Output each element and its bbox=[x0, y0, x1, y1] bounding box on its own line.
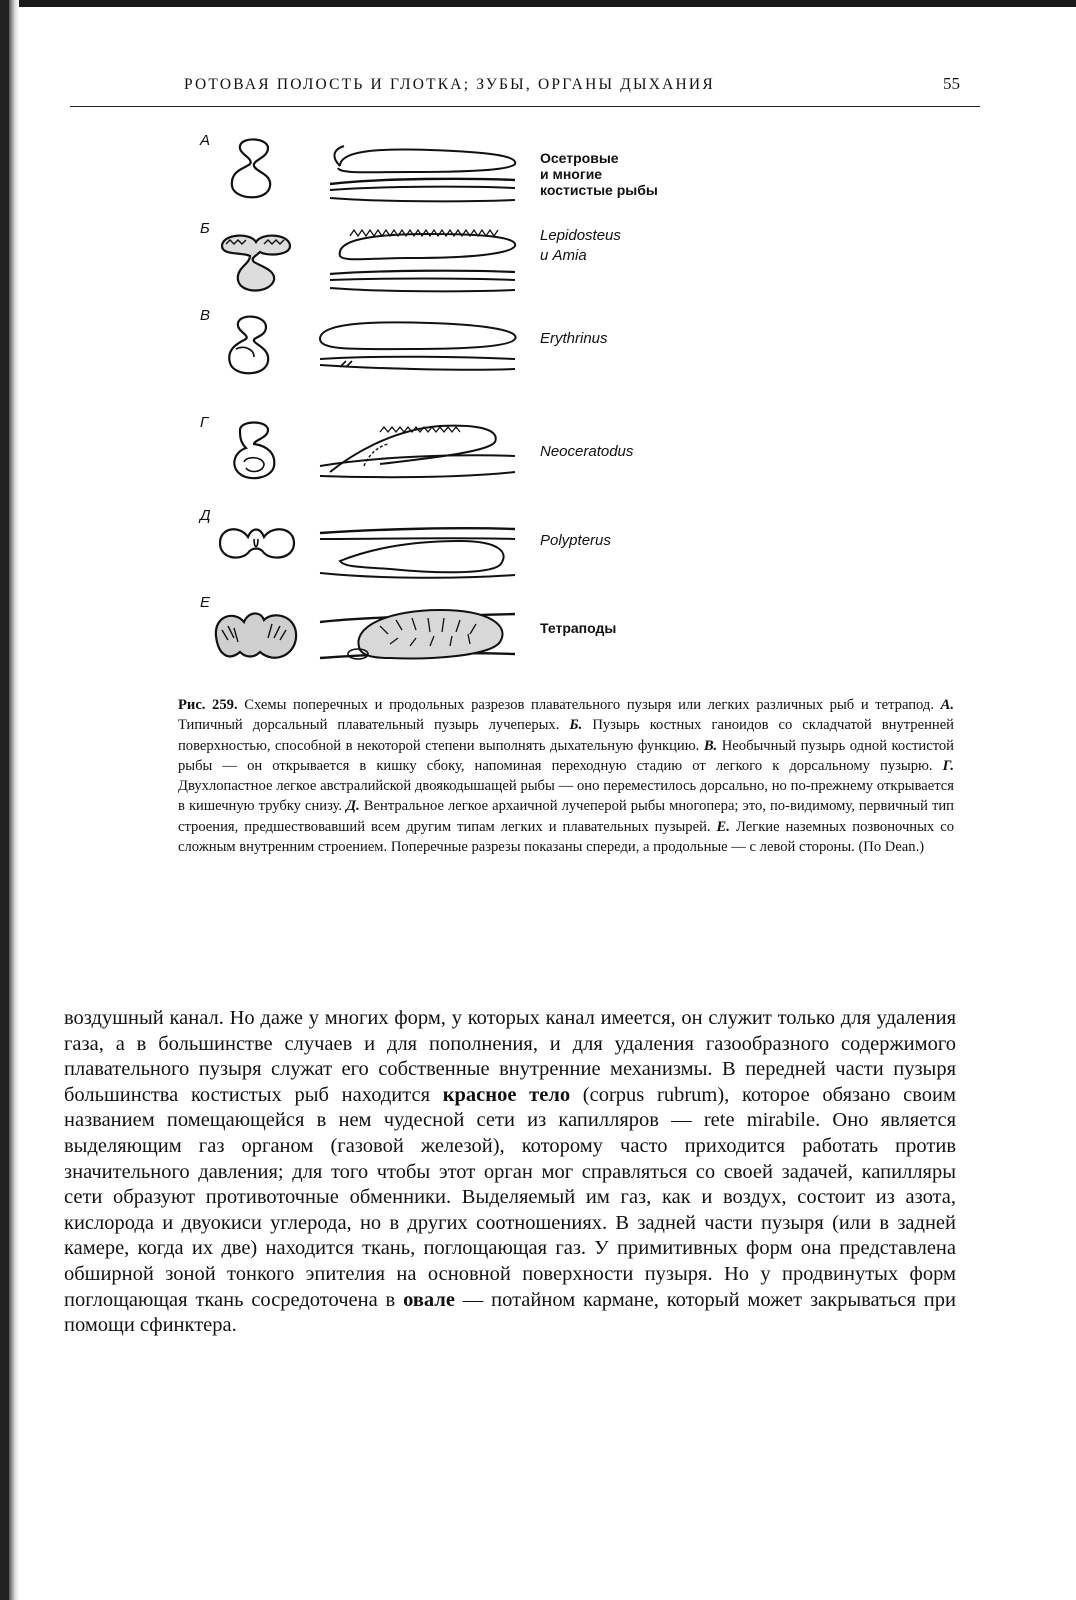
longitudinal-section-drawing bbox=[310, 509, 525, 589]
row-label-line: и многие bbox=[540, 166, 603, 182]
cross-section-drawing bbox=[210, 222, 300, 302]
caption-part-text: Легкие наземных позвоночных со сложным внутренним строением. Поперечные разрезы показаны спереди, а продольные — с левой стороны. (По Dean.) bbox=[178, 818, 954, 856]
page-binding-edge-top bbox=[0, 0, 1076, 7]
longitudinal-section-drawing bbox=[310, 309, 525, 389]
longitudinal-section-drawing bbox=[310, 416, 525, 496]
row-label-line: костистые рыбы bbox=[540, 182, 658, 198]
caption-part-text: Необычный пузырь одной костистой рыбы — он открывается в кишку сбоку, напоминая переходную стадию от легкого к дорсальному пузырю. bbox=[178, 737, 954, 774]
caption-part-text: Двухлопастное легкое австралийской двоякодышащей рыбы — оно переместилось дорсально, но по-прежнему открывается в кишечную трубку снизу. bbox=[178, 778, 954, 815]
body-text-segment: воздушный канал. Но даже у многих форм, у которых канал имеется, он служит только для удаления газа, а в большинстве случаев и для пополнения, и для удаления газообразного содержимого плавательного пузыря служат его собственные внутренние механизмы. В передней части пузыря большинства костистых рыб находится bbox=[64, 1007, 956, 1106]
page-gutter-shadow bbox=[9, 0, 19, 1600]
caption-part-letter: Е. bbox=[716, 818, 730, 835]
longitudinal-section-drawing bbox=[310, 222, 525, 302]
body-text-segment: — потайном кармане, который может закрываться при помощи сфинктера. bbox=[64, 1288, 956, 1337]
body-paragraph bbox=[64, 1006, 956, 1339]
cross-section-drawing bbox=[210, 509, 300, 589]
figure-row-a bbox=[190, 128, 710, 218]
row-label-line: Тетраподы bbox=[540, 620, 617, 636]
row-label bbox=[540, 442, 633, 462]
figure-caption bbox=[178, 695, 954, 857]
caption-part-text: Пузырь костных ганоидов со складчатой внутренней поверхностью, способной в некоторой степени выполнять дыхательную функцию. bbox=[178, 717, 954, 754]
row-label-line: Polypterus bbox=[540, 532, 611, 549]
row-label-line: Neoceratodus bbox=[540, 443, 634, 460]
term-red-body: красное тело bbox=[442, 1083, 571, 1106]
cross-section-drawing bbox=[210, 416, 300, 496]
caption-intro: Схемы поперечных и продольных разрезов плавательного пузыря или легких различных рыб и тетрапод. bbox=[244, 697, 934, 713]
caption-part-text: Типичный дорсальный плавательный пузырь лучеперых. bbox=[178, 717, 560, 734]
page-binding-edge-left bbox=[0, 0, 9, 1600]
row-letter: Д bbox=[200, 507, 211, 524]
row-label-line: Lepidosteus bbox=[540, 227, 621, 244]
caption-part-letter: Г. bbox=[942, 757, 954, 774]
row-label bbox=[540, 150, 658, 198]
running-head bbox=[70, 72, 980, 107]
figure-row-v bbox=[190, 303, 710, 393]
row-letter: А bbox=[200, 132, 211, 149]
row-label bbox=[540, 531, 611, 551]
caption-part-letter: Д. bbox=[346, 798, 360, 815]
row-label bbox=[540, 226, 621, 266]
longitudinal-section-drawing bbox=[310, 134, 525, 214]
row-letter: В bbox=[200, 307, 211, 324]
caption-part-letter: Б. bbox=[569, 717, 583, 734]
figure-row-g bbox=[190, 410, 710, 500]
row-letter: Г bbox=[200, 414, 209, 431]
caption-part-letter: В. bbox=[703, 737, 718, 754]
figure-row-e bbox=[190, 590, 710, 680]
caption-part-letter: А. bbox=[940, 697, 954, 713]
cross-section-drawing bbox=[210, 134, 300, 214]
figure-259 bbox=[190, 128, 710, 688]
figure-number: Рис. 259. bbox=[178, 697, 238, 713]
figure-row-b bbox=[190, 216, 710, 306]
row-letter: Е bbox=[200, 594, 211, 611]
longitudinal-section-drawing bbox=[310, 596, 525, 676]
row-label bbox=[540, 329, 608, 349]
row-letter: Б bbox=[200, 220, 210, 237]
running-head-title: РОТОВАЯ ПОЛОСТЬ И ГЛОТКА; ЗУБЫ, ОРГАНЫ ДЫХАНИЯ bbox=[184, 76, 715, 93]
row-label-line: Осетровые bbox=[540, 150, 619, 166]
cross-section-drawing bbox=[210, 309, 300, 389]
row-label bbox=[540, 620, 616, 636]
row-label-line: и Amia bbox=[540, 247, 587, 264]
caption-part-text: Вентральное легкое архаичной лучеперой рыбы многопера; это, по-видимому, первичный тип строения, предшествовавший всем другим типам легких и плавательных пузырей. bbox=[178, 798, 954, 835]
term-oval: овале bbox=[403, 1288, 455, 1311]
row-label-line: Erythrinus bbox=[540, 330, 608, 347]
figure-row-d bbox=[190, 503, 710, 593]
body-text-segment: (corpus rubrum), которое обязано своим названием помещающейся в нем чудесной сети из капилляров — rete mirabile. Оно является выделяющим газ органом (газовой железой), которому часто приходится работать против значительного давления; для того чтобы этот орган мог справляться со своей задачей, капилляры сети образуют противоточные обменники. Выделяемый им газ, как и воздух, состоит из азота, кислорода и двуокиси углерода, но в других соотношениях. В задней части пузыря (или в задней камере, когда их две) находится ткань, поглощающая газ. У примитивных форм она представлена обширной зоной тонкого эпителия на основной поверхности пузыря. Но у продвинутых форм поглощающая ткань сосредоточена в bbox=[64, 1083, 956, 1311]
page-number: 55 bbox=[943, 74, 960, 93]
cross-section-drawing bbox=[210, 596, 300, 676]
